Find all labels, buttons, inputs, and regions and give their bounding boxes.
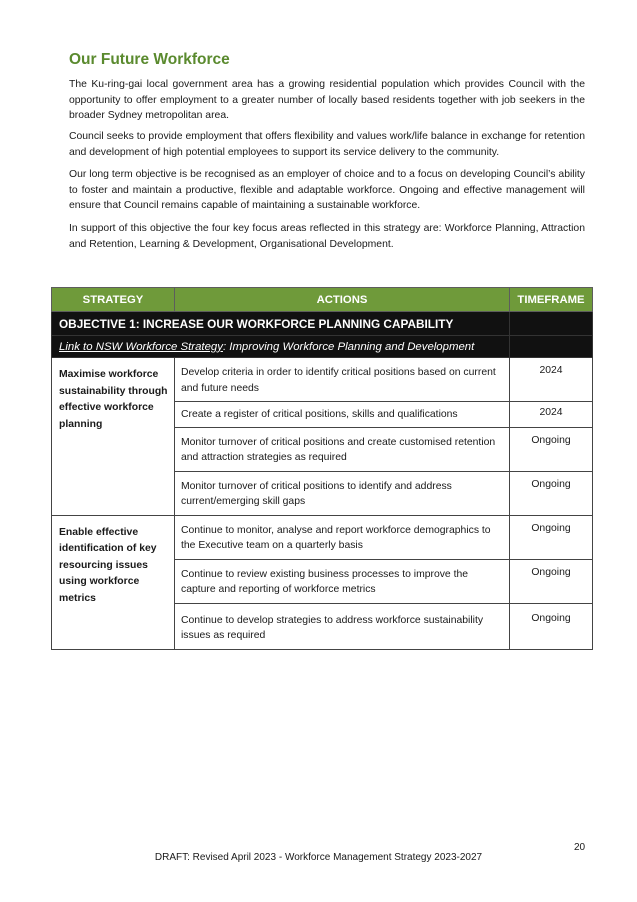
objective-paragraph: Our long term objective is be recognised as an employer of choice and to a focus on developing Council’s ability to foster and maintain a productive, flexible and adaptable workforce. Ongoing and effective management will ensure that Council remains capable of maintaining a sustainable workforce.	[69, 169, 585, 211]
link-description: : Improving Workforce Planning and Development	[222, 340, 475, 353]
table-row	[52, 358, 593, 402]
timeframe-cell: 2024	[510, 402, 593, 428]
page-footer: DRAFT: Revised April 2023 - Workforce Management Strategy 2023-2027	[154, 852, 483, 863]
table-header-row	[52, 288, 593, 312]
objective-row	[52, 312, 593, 336]
action-cell: Monitor turnover of critical positions and create customised retention and attraction strategies as required	[175, 427, 510, 471]
table-row	[52, 515, 593, 559]
intro-paragraph: The Ku-ring-gai local government area has a growing residential population which provides Council with the opportunity to offer employment to a greater number of locally based residents together with job seekers in the broader Sydney metropolitan area.	[69, 79, 585, 121]
action-cell: Continue to develop strategies to address workforce sustainability issues as required	[175, 603, 510, 649]
objective-empty-cell	[510, 312, 593, 336]
focus-areas-paragraph: In support of this objective the four key focus areas reflected in this strategy are: Workforce Planning, Attraction and Retention, Learning & Development, Organisational Development.	[69, 223, 585, 250]
strategy-table	[51, 287, 593, 650]
link-cell	[52, 336, 510, 358]
action-cell: Create a register of critical positions, skills and qualifications	[175, 402, 510, 428]
nsw-strategy-link[interactable]: Link to NSW Workforce Strategy	[59, 340, 223, 353]
action-cell: Monitor turnover of critical positions to identify and address current/emerging skill gaps	[175, 471, 510, 515]
action-cell: Continue to review existing business processes to improve the capture and reporting of workforce metrics	[175, 559, 510, 603]
header-strategy: STRATEGY	[52, 288, 175, 312]
employment-paragraph: Council seeks to provide employment that offers flexibility and values work/life balance in exchange for retention and development of high potential employees to support its service delivery to the community.	[69, 131, 585, 158]
timeframe-cell: 2024	[510, 358, 593, 402]
page-number: 20	[574, 842, 586, 853]
timeframe-cell: Ongoing	[510, 515, 593, 559]
objective-title: OBJECTIVE 1: INCREASE OUR WORKFORCE PLANNING CAPABILITY	[52, 312, 510, 336]
strategy-cell: Enable effective identification of key resourcing issues using workforce metrics	[52, 515, 175, 649]
action-cell: Develop criteria in order to identify critical positions based on current and future needs	[175, 358, 510, 402]
timeframe-cell: Ongoing	[510, 471, 593, 515]
timeframe-cell: Ongoing	[510, 603, 593, 649]
timeframe-cell: Ongoing	[510, 427, 593, 471]
header-actions: ACTIONS	[175, 288, 510, 312]
header-timeframe: TIMEFRAME	[510, 288, 593, 312]
page-title: Our Future Workforce	[69, 51, 230, 68]
action-cell: Continue to monitor, analyse and report workforce demographics to the Executive team on a quarterly basis	[175, 515, 510, 559]
link-row	[52, 336, 593, 358]
timeframe-cell: Ongoing	[510, 559, 593, 603]
strategy-cell: Maximise workforce sustainability through effective workforce planning	[52, 358, 175, 516]
link-empty-cell	[510, 336, 593, 358]
